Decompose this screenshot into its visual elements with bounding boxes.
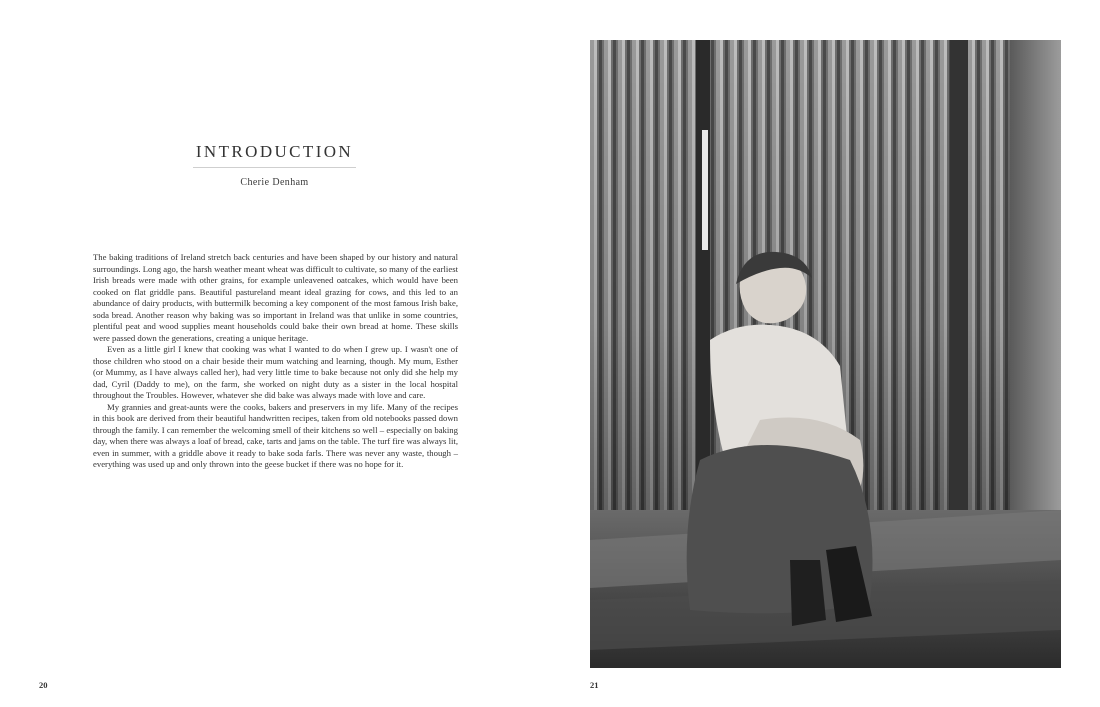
portrait-photo <box>590 40 1061 668</box>
author-name: Cherie Denham <box>240 177 309 188</box>
paragraph: The baking traditions of Ireland stretch back centuries and have been shaped by our history and natural surroundings. Long ago, the harsh weather meant wheat was difficult to cultivate, so many of the earliest Irish breads were made with other grains, for example unleavened oatcakes, which would have been cooked on flat griddle pans. Beautiful pastureland meant ideal grazing for cows, and this led to an abundance of dairy products, with buttermilk becoming a key component of the most famous Irish bake, soda bread. Another reason why baking was so important in Ireland was that unlike in some countries, plentiful peat and wood supplies meant households could bake their own bread at home. These skills were passed down the generations, creating a unique heritage. <box>93 252 458 343</box>
right-page <box>550 0 1100 707</box>
chapter-title: INTRODUCTION <box>195 142 354 161</box>
paragraph: Even as a little girl I knew that cooking was what I wanted to do when I grew up. I wasn't one of those children who stood on a chair beside their mum watching and learning, though. My mum, Esther (or Mummy, as I have always called her), had very little time to bake because not only did she help my dad, Cyril (Daddy to me), on the farm, she worked on night duty as a sister in the local hospital throughout the Troubles. However, whatever she did bake was always made with love and care. <box>93 344 458 400</box>
page-number-right: 21 <box>590 680 599 690</box>
paragraph: My grannies and great-aunts were the cooks, bakers and preservers in my life. Many of the recipes in this book are derived from their beautiful handwritten recipes, taken from old notebooks passed down through the family. I can remember the welcoming smell of their kitchens so well – especially on baking day, when there was always a loaf of bread, cake, tarts and jams on the table. The turf fire was always lit, even in summer, with a griddle above it ready to bake soda farls. There was never any waste, though – everything was used up and only thrown into the geese bucket if there was no hope for it. <box>93 401 458 469</box>
body-text <box>93 252 458 471</box>
page-number-left: 20 <box>39 680 48 690</box>
title-divider <box>193 167 356 168</box>
